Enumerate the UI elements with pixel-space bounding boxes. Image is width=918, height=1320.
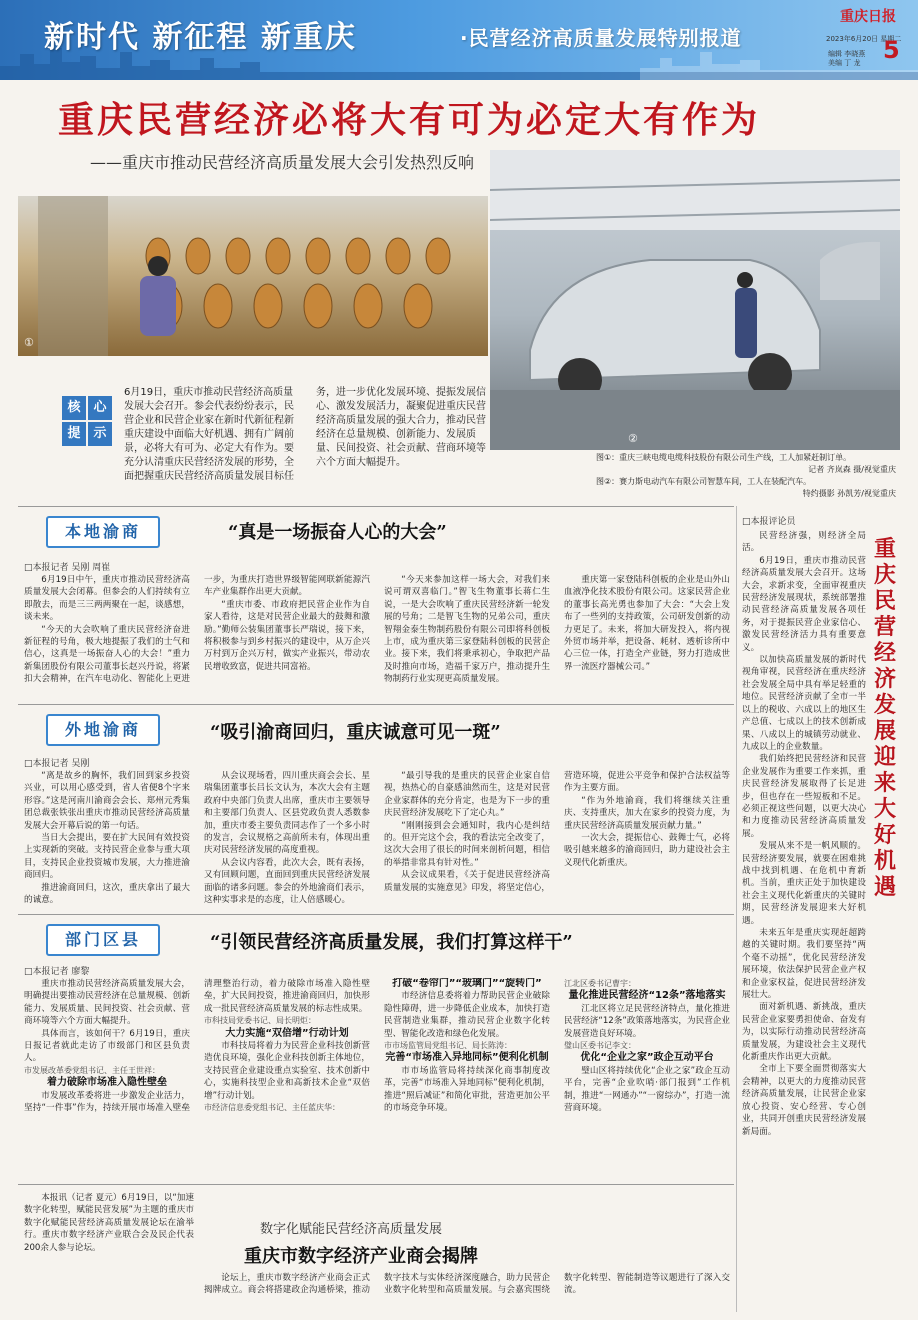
- section1-title: “真是一场振奋人心的大会”: [228, 522, 447, 543]
- divider: [18, 914, 734, 915]
- key-point-char: 示: [88, 422, 112, 446]
- commentary-body: [742, 530, 866, 1300]
- divider: [18, 704, 734, 705]
- paragraph: 重庆第一家登陆科创板的企业是山外山血液净化技术股份有限公司。这家民营企业的董事长高光勇也参加了大会：“大会上发布了一些列的支持政策，公司研发创新的动力更足了。未来，将加大研发投入，将内视外贸市场并举，把设备、耗材、透析诊所中心三位一体，打造全产业链，努力打造成世界一流医疗器械公司。”: [564, 575, 730, 672]
- column-divider: [736, 506, 737, 1312]
- paragraph: 面对新机遇、新挑战，重庆民营企业家要勇担使命、奋发有为，以实际行动推动民营经济高质量发展，为建设社会主义现代化新重庆作出更大贡献。: [742, 1002, 866, 1063]
- forum-news-lead: [24, 1192, 194, 1310]
- paragraph: 从会议内容看，此次大会，既有表扬，又有回顾问题，直面回到重庆民营经济发展面临的诸多问题。参会的外地渝商们表示，这种实事求是的态度，让人倍感暖心。: [204, 857, 370, 906]
- subsection-heading: 打破“卷帘门”“玻璃门”“旋转门”: [392, 978, 542, 989]
- paragraph: 璧山区将持续优化“企业之家”政企互动平台，完善“企业吹哨·部门报到”工作机制，推进“一网通办”“一窗综办”，打造一流营商环境。: [564, 1065, 730, 1114]
- factory-cable-photo: [18, 196, 488, 356]
- paragraph: 重庆市推动民营经济高质量发展大会，明确提出要推动民营经济在总量规模、创新能力、发展质量、民间投资、社会贡献、营商环境等六个方面大幅提升。: [24, 979, 190, 1027]
- paragraph: 论坛上，重庆市数字经济产业商会正式揭牌成立。商会将搭建政企沟通桥梁，推动数字技术与实体经济深度融合，助力民营企业数字化转型和高质量发展。与会嘉宾围绕数字化转型、智能制造等议题进行了深入交流。: [204, 1273, 730, 1296]
- paragraph: 本报讯（记者 夏元）6月19日，以“加速数字化转型，赋能民营发展”为主题的重庆市数字化赋能民营经济高质量发展论坛在渝举行。重庆市数字经济产业联合会及民企代表200余人参与论坛。: [24, 1193, 194, 1253]
- paragraph: 市市场监管局将持续深化商事制度改革，完善“市场准入异地同标”便利化机制，推进“照后减证”和简化审批，营造更加公平的市场竞争环境。: [384, 1065, 550, 1114]
- cable-spools-illustration: [18, 196, 488, 356]
- newspaper-masthead: 重庆日报: [840, 9, 896, 25]
- subsection-heading: 大力实施“双倍增”行动计划: [225, 1027, 349, 1039]
- divider: [18, 1184, 734, 1185]
- subsection-heading: 量化推进民营经济“12条”落地落实: [568, 990, 726, 1002]
- paragraph: 从会议成果看，《关于促进民营经济高质量发展的实施意见》印发，将坚定信心，营造环境，促进公平竞争和保护合法权益等作为主要方面。: [384, 771, 730, 893]
- section-tag-departments-districts: 部门区县: [46, 924, 160, 956]
- paragraph: “离是故乡的胸怀，我们回到家乡投资兴业，可以用心感受到，省人省便8个字来形容。”这是河南川渝商会会长、郑州元秀集团总裁张铁张出重庆市推动民营经济高质量发展大会开幕后说的第一句话。: [24, 771, 190, 831]
- paragraph: 全市上下要全面贯彻落实大会精神，以更大的力度推动民营经济高质量发展，让民营企业家放心投资、安心经营、专心创业，共同开创重庆民营经济发展新局面。: [742, 1064, 866, 1137]
- key-point-char: 心: [88, 396, 112, 420]
- interviewee: 江北区委书记曹宇：: [564, 979, 636, 988]
- section-tag-outside-merchants: 外地渝商: [46, 714, 160, 746]
- section2-title: “吸引渝商回归，重庆诚意可见一斑”: [210, 722, 501, 743]
- interviewee: 璧山区委书记李文：: [564, 1041, 636, 1051]
- section2-body: [24, 770, 730, 908]
- paragraph: “今天来参加这样一场大会，对我们来说可谓双喜临门。”智飞生物董事长蒋仁生说，一是大会吹响了重庆民营经济新一轮发展的号角；二是智飞生物的兄弟公司，重庆智翔金泰生物制药股份有限公司即将科创板上市，成为重庆第三家登陆科创板的民营企业。接下来，我们将秉承初心，争取把产品及时推向市场，造福千家万户，推动提升生物制药行业实现更高质量发展。: [384, 575, 550, 685]
- banner-title: 新时代 新征程 新重庆: [44, 20, 357, 55]
- key-point-char: 提: [62, 422, 86, 446]
- interviewee: 市市场监管局党组书记、局长陈涛：: [384, 1041, 512, 1051]
- paragraph: 我们始终把民营经济和民营企业发展作为重要工作来抓，重庆民营经济发展取得了长足进步，但也存在一些短板和不足。必须正视这些问题，以更大决心和力度推动民营经济高质量发展。: [742, 754, 866, 839]
- car-assembly-illustration: [490, 150, 900, 450]
- paragraph: 发展从来不是一帆风顺的。民营经济要发展，就要在困难挑战中找到机遇、在危机中育新机。当前，重庆正处于加快建设社会主义现代化新重庆的关键时期，民营经济发展迎来大好机遇。: [742, 841, 866, 926]
- key-points-text: 6月19日，重庆市推动民营经济高质量发展大会召开。参会代表纷纷表示，民营企业和民营企业家在新时代新征程新重庆建设中面临大好机遇、拥有广阔前景，必将大有可为、必定大有作为。要充分认清重庆民营经济发展的形势，全面把握重庆民营经济高质量发展目标任务，进一步优化发展环境、提振发展信心、激发发展活力，凝聚促进重庆民营经济高质量发展的强大合力，推动民营经济在总量规模、创新能力、发展质量、民间投资、社会贡献、营商环境等六个方面大幅提升。: [124, 387, 486, 482]
- banner-subtitle: ·民营经济高质量发展特别报道: [460, 26, 742, 50]
- photo-caption-1: 图①：重庆三峡电缆电缆科技股份有限公司生产线，工人加紧赶制订单。: [596, 453, 852, 462]
- paragraph: 民营经济强，则经济全局活。: [742, 531, 866, 554]
- paragraph: 以加快高质量发展的新时代视角审视，民营经济在重庆经济社会发展全局中具有举足轻重的地位。民营经济贡献了全市一半以上的税收、六成以上的地区生产总值、七成以上的技术创新成果、八成以上的城镇劳动就业、九成以上的企业数量。: [742, 655, 866, 752]
- paragraph: 江北区将立足民营经济特点，量化推进民营经济“12条”政策落地落实，为民营企业发展营造良好环境。: [564, 1003, 730, 1039]
- bottom-body: [204, 1272, 730, 1312]
- commentary-byline: □本报评论员: [742, 517, 796, 527]
- paragraph: 推进渝商回归，这次，重庆拿出了最大的诚意。: [24, 882, 190, 906]
- paragraph: 一次大会，提振信心、鼓舞士气，必将吸引越来越多的渝商回归，助力建设社会主义现代化新重庆。: [564, 833, 730, 868]
- paragraph: “最引导我的是重庆的民营企业家自信视，热热心的自豪感油然而生，这是对民营企业家群体的充分肯定，也是为下一步的重庆民营经济发展吃下了定心丸。”: [384, 771, 550, 819]
- paragraph: 6月19日中午，重庆市推动民营经济高质量发展大会闭幕。但参会的人们持续有立即散去，而是三三两两聚在一起，谈感想，谈未来。: [24, 575, 190, 623]
- editors: [828, 50, 865, 68]
- divider: [18, 506, 734, 507]
- photo-credit-2: 特约摄影 孙凯芳/视觉重庆: [802, 489, 896, 498]
- section1-body: [24, 574, 730, 698]
- paragraph: 未来五年是重庆实现赶超跨越的关键时期。我们要坚持“两个毫不动摇”，优化民营经济发展环境，依法保护民营企业产权和企业家权益，促进民营经济发展壮大。: [742, 928, 866, 1001]
- interviewee: 市科技局党委书记、局长明炬：: [204, 1016, 316, 1026]
- paragraph: 市经济信息委将着力帮助民营企业破除隐性障碍，进一步降低企业成本，加快打造民营制造业集群，推动民营企业数字化转型、智能化改造和绿色化发展。: [384, 991, 550, 1039]
- bottom-title: 重庆市数字经济产业商会揭牌: [244, 1246, 478, 1267]
- sub-headline: ——重庆市推动民营经济高质量发展大会引发热烈反响: [90, 153, 475, 172]
- paragraph: “刚刚接到会会通知时，我内心是纠结的。但开完这个会，我的看法完全改变了，这次大会用了很长的时间来剖析问题，相信的举措非常具有针对性。”: [384, 820, 550, 868]
- paragraph: “今天的大会吹响了重庆民营经济奋进新征程的号角，极大地提振了我们的士气和信心，这真是一场振奋人心的大会！”重力新集团股份有限公司董事长赵兴丹说，将紧扣大会精神，在汽车电动化、智能化上更进一步，为重庆打造世界级智能网联新能源汽车产业集群作出更大贡献。: [24, 575, 370, 685]
- page-number: 5: [883, 36, 900, 64]
- paragraph: 具体而言，该如何干？6月19日，重庆日报记者就此走访了市级部门和区县负责人。: [24, 1028, 190, 1064]
- paragraph: 6月19日，重庆市推动民营经济高质量发展大会召开。这场大会，求新求变，全面审视重庆民营经济发展现状，系统部署推动民营经济高质量发展各项任务，对于提振民营企业家信心、激发民营经济活力具有重要意义。: [742, 555, 866, 653]
- editor-line: 编辑 李晓燕: [828, 50, 866, 58]
- interviewee: 市发展改革委党组书记、主任王世祥：: [24, 1065, 160, 1075]
- section3-title: “引领民营经济高质量发展，我们打算这样干”: [210, 932, 573, 953]
- photo-credit-1: 记者 齐岚森 摄/视觉重庆: [808, 465, 896, 474]
- bottom-kicker: 数字化赋能民营经济高质量发展: [260, 1222, 443, 1237]
- section3-byline: □本报记者 廖黎: [24, 967, 90, 977]
- main-headline: 重庆民营经济必将大有可为必定大有作为: [58, 99, 761, 141]
- section-tag-local-merchants: 本地渝商: [46, 516, 160, 548]
- paragraph: 市科技局将着力为民营企业科技创新营造优良环境，强化企业科技创新主体地位，支持民营企业建设重点实验室、技术创新中心，实施科技型企业和高新技术企业“双倍增”行动计划。: [204, 1041, 370, 1101]
- section2-byline: □本报记者 吴刚: [24, 759, 90, 769]
- paragraph: “作为外地渝商，我们将继续关注重庆、支持重庆，加大在家乡的投资力度，为重庆民营经济高质量发展贡献力量。”: [564, 795, 730, 831]
- photo-caption-2: 图②：赛力斯电动汽车有限公司智慧车间，工人在装配汽车。: [596, 477, 812, 486]
- subsection-heading: 完善“市场准入异地同标”便利化机制: [385, 1052, 549, 1064]
- commentary-title: 重庆民营经济发展迎来大好机遇: [873, 536, 896, 900]
- photo-number-2: ②: [628, 432, 638, 445]
- paragraph: 当日大会提出，要在扩大民间有效投资上实现新的突破。支持民营企业参与重大项目，支持民企业投资城市发展，大力推进渝商回归。: [24, 833, 190, 881]
- section3-body: [24, 978, 730, 1178]
- subsection-heading: 着力破除市场准入隐性壁垒: [47, 1077, 167, 1089]
- section1-byline: □本报记者 吴刚 周崔: [24, 563, 111, 573]
- key-point-char: 核: [62, 396, 86, 420]
- car-factory-photo: [490, 150, 900, 450]
- paragraph: 从会议现场看，四川重庆商会会长、星瑞集团董事长吕长文认为，本次大会有主题政府中央部门负责人出席，重庆市主要领导和主要部门负责人、区县党政负责人悉数参加，重庆市委主要负责同志作了一个多小时的发言，会议规格之高前所未有，体现出重庆对民营经济发展的高度重视。: [204, 771, 370, 856]
- paragraph: “重庆市委、市政府把民营企业作为自家人看待，这是对民营企业最大的鼓舞和激励。”勤师公装集团董事长严瑞说，接下来，将积极参与到乡村振兴的建设中，从万企兴万村到万企兴万村，做实产业振兴，带动农民增收致富，促进共同富裕。: [204, 599, 370, 672]
- subsection-heading: 优化“企业之家”政企互动平台: [580, 1052, 714, 1064]
- interviewee: 市经济信息委党组书记、主任蓝庆华：: [204, 1103, 340, 1113]
- issue-date: 2023年6月20日 星期二: [826, 35, 902, 43]
- photo-captions: [596, 452, 896, 500]
- editor-line: 美编 丁 龙: [828, 59, 861, 67]
- photo-number-1: ①: [24, 336, 34, 349]
- paragraph: 市发展改革委将进一步激发企业活力，坚持“一件事”作为，持续开展市场准入壁垒清理整治行动，着力破除市场准入隐性壁垒，扩大民间投资，推进渝商回归，加快形成一批民营经济高质量发展的标志性成果。: [24, 979, 370, 1114]
- key-points-label: [62, 396, 118, 452]
